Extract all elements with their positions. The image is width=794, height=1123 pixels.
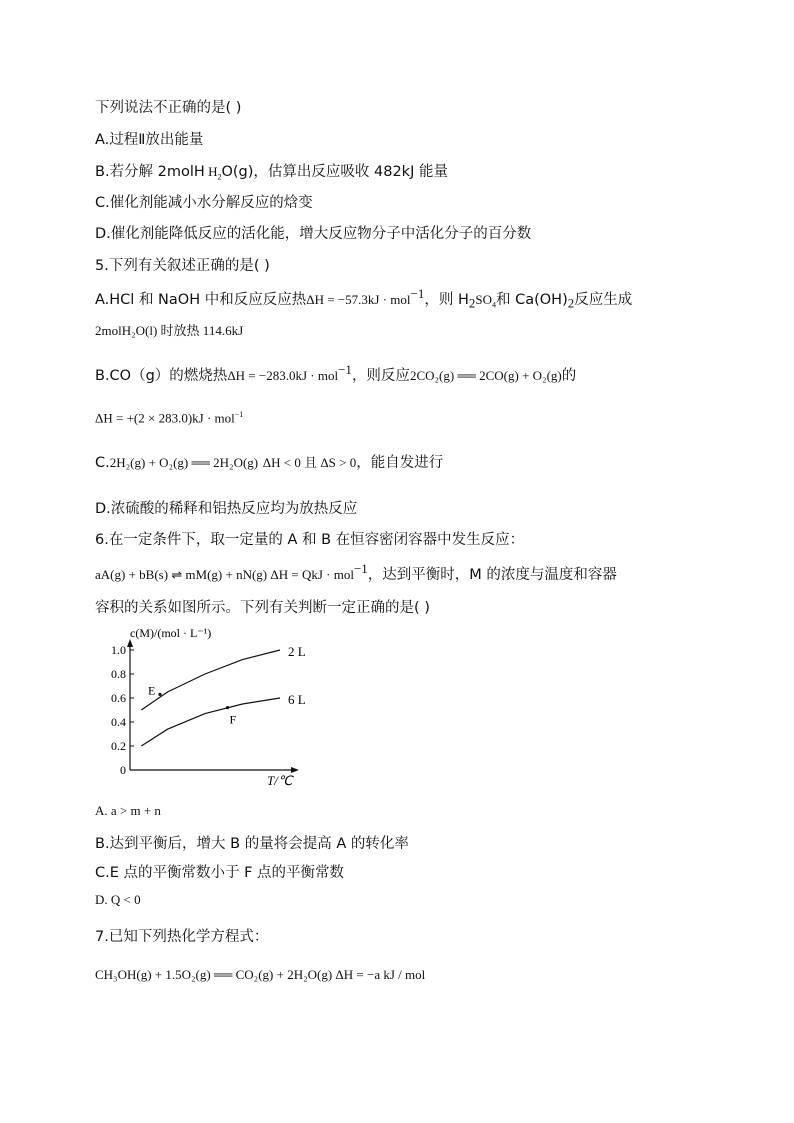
y-tick-label: 0.8 bbox=[111, 667, 126, 681]
q4-option-c: C.催化剂能减小水分解反应的焓变 bbox=[95, 195, 313, 211]
series-line-1 bbox=[141, 698, 280, 746]
q5-option-c bbox=[95, 451, 443, 472]
y-tick-label: 0.2 bbox=[111, 739, 126, 753]
q5-option-a: A.HCl 和 NaOH 中和反应反应热ΔH = −57.3kJ · mol$^{-1}$，则 $H_2SO_4$和 $Ca(OH)_2$反应生成 bbox=[95, 286, 633, 311]
q4-option-b-pre: B.若分解 2molH bbox=[95, 164, 205, 180]
point-label-F: F bbox=[229, 712, 237, 727]
q6-option-c: C.E 点的平衡常数小于 F 点的平衡常数 bbox=[95, 865, 345, 881]
q5-b-eq: 2CO₂(g) ══ 2CO(g) + O₂(g) bbox=[409, 367, 562, 383]
point-label-E: E bbox=[148, 683, 156, 698]
q5-option-b: B.CO（g）的燃烧热ΔH = −283.0kJ · mol$^{-1}$，则反应2CO₂(g) ══ 2CO(g) + O₂(g)的 bbox=[95, 362, 577, 384]
q6-equation: aA(g) + bB(s) ⇌ mM(g) + nN(g) ΔH = QkJ · mol bbox=[95, 566, 354, 582]
y-tick-label: 0 bbox=[120, 763, 126, 777]
q5-b-text3: 的 bbox=[561, 367, 577, 384]
q5-a-text1: A.HCl 和 NaOH 中和反应反应热 bbox=[95, 291, 307, 308]
q4-stem: 下列说法不正确的是( ) bbox=[95, 100, 242, 116]
series-label-1: 6 L bbox=[288, 692, 306, 707]
q5-b-dh2: ΔH = +(2 × 283.0)kJ · mol bbox=[95, 410, 235, 426]
y-tick-label: 0.4 bbox=[111, 715, 126, 729]
concentration-temperature-chart bbox=[95, 625, 315, 795]
chart-axes bbox=[127, 639, 299, 773]
y-tick-label: 1.0 bbox=[111, 643, 126, 657]
q5-c-pre: C. bbox=[95, 455, 110, 471]
point-F bbox=[226, 706, 229, 709]
q5-b-text2: ，则反应 bbox=[351, 367, 410, 384]
q5-option-b-line2: ΔH = +(2 × 283.0)kJ · mol$^{-1}$ bbox=[95, 410, 244, 426]
q5-a-text4: 反应生成 bbox=[574, 291, 633, 308]
q5-option-d: D.浓硫酸的稀释和铝热反应均为放热反应 bbox=[95, 501, 358, 517]
y-axis-arrow bbox=[127, 639, 133, 647]
q5-stem: 5.下列有关叙述正确的是( ) bbox=[95, 258, 270, 274]
q4-option-b: B.若分解 2molH $H_2O(g)$，估算出反应吸收 482kJ 能量 bbox=[95, 164, 448, 182]
chart-series bbox=[141, 644, 305, 746]
chart-points bbox=[148, 683, 237, 726]
point-E bbox=[158, 693, 161, 696]
y-axis-label: c(M)/(mol · L⁻¹) bbox=[130, 626, 212, 640]
q5-a-text3: 和 Ca(OH) bbox=[495, 291, 568, 308]
q5-option-a-line2: 2molH₂O(l) 时放热 114.6kJ bbox=[95, 323, 244, 338]
q6-option-b: B.达到平衡后，增大 B 的量将会提高 A 的转化率 bbox=[95, 836, 409, 852]
q4-option-a: A.过程Ⅱ放出能量 bbox=[95, 132, 204, 148]
q7-equation: CH₃OH(g) + 1.5O₂(g) ══ CO₂(g) + 2H₂O(g) ΔH = −a kJ / mol bbox=[95, 967, 426, 982]
q6-equation-post: ，达到平衡时，M 的浓度与温度和容器 bbox=[367, 566, 617, 583]
q5-a-text2: ，则 H bbox=[424, 291, 469, 308]
q4-option-d: D.催化剂能降低反应的活化能，增大反应物分子中活化分子的百分数 bbox=[95, 226, 532, 242]
q6-option-a: A. a > m + n bbox=[95, 803, 161, 818]
series-label-0: 2 L bbox=[288, 644, 306, 659]
q6-option-d: D. Q < 0 bbox=[95, 892, 141, 907]
q6-stem-2: 容积的关系如图所示。下列有关判断一定正确的是( ) bbox=[95, 600, 430, 616]
y-tick-label: 0.6 bbox=[111, 691, 126, 705]
q5-c-cond: ΔH < 0 且 ΔS > 0 bbox=[262, 455, 357, 470]
q5-b-text1: B.CO（g）的燃烧热 bbox=[95, 367, 228, 384]
q5-a-dh: ΔH = −57.3kJ · mol bbox=[306, 291, 411, 307]
x-axis-label: T/℃ bbox=[267, 773, 293, 788]
q6-stem: 6.在一定条件下，取一定量的 A 和 B 在恒容密闭容器中发生反应： bbox=[95, 532, 525, 548]
q7-stem: 7.已知下列热化学方程式： bbox=[95, 929, 269, 945]
q5-b-dh: ΔH = −283.0kJ · mol bbox=[227, 367, 339, 383]
q4-option-b-mid: O(g)，估算出反应吸收 482kJ 能量 bbox=[221, 164, 448, 180]
q5-c-post: ，能自发进行 bbox=[356, 455, 444, 471]
q6-equation-line: aA(g) + bB(s) ⇌ mM(g) + nN(g) ΔH = QkJ · mol$^{-1}$，达到平衡时，M 的浓度与温度和容器 bbox=[95, 561, 617, 583]
q5-c-eq: 2H₂(g) + O₂(g) ══ 2H₂O(g) bbox=[109, 455, 259, 470]
